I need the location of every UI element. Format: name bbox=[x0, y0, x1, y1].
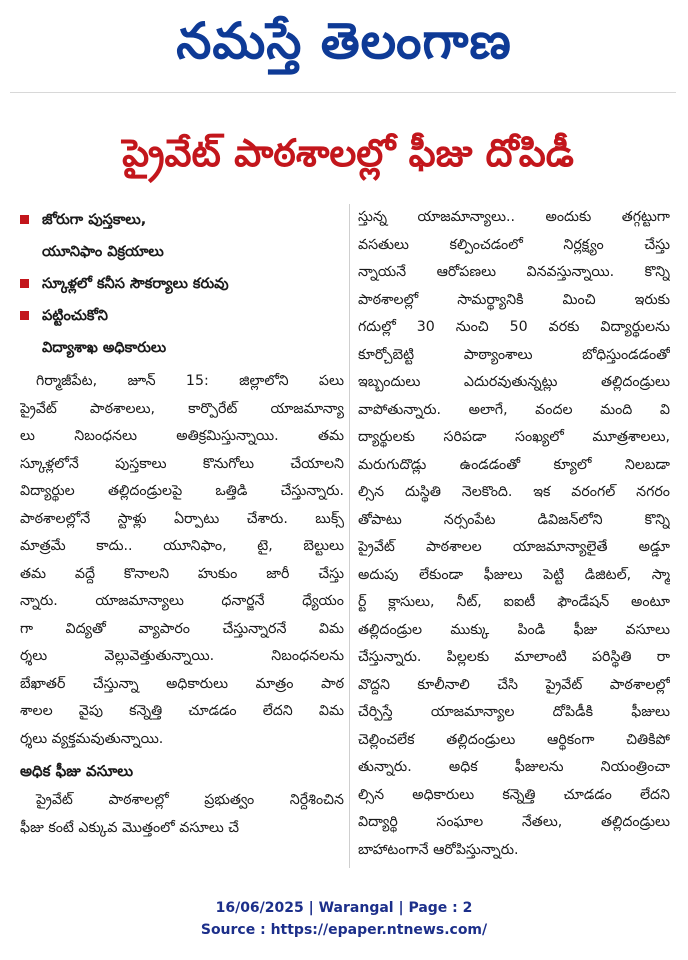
text-line: తున్నారు. అధిక ఫీజులను నియంత్రించా bbox=[358, 759, 670, 775]
highlights-list bbox=[20, 204, 344, 364]
text-line: న్నాయనే ఆరోపణలు వినవస్తున్నాయి. కొన్ని bbox=[358, 264, 670, 280]
text-line: ప్రైవేట్ పాఠశాలల్లో ప్రభుత్వం నిర్దేశించిన bbox=[36, 792, 344, 808]
text-line: చేర్పిస్తే యాజమాన్యాల దోపిడీకి ఫీజులు bbox=[358, 704, 670, 720]
text-line: స్కూళ్లలోనే పుస్తకాలు కొనుగోలు చేయాలని bbox=[20, 455, 344, 472]
text-line: ప్రైవేట్ పాఠశాలలు, కార్పొరేట్ యాజమాన్యా bbox=[20, 400, 344, 417]
highlight-item bbox=[20, 268, 344, 300]
text-line: ర్శలు వ్యక్తమవుతున్నాయి. bbox=[20, 730, 164, 747]
text-line: బేఖాతర్ చేస్తున్నా అధికారులు మాత్రం పాఠ bbox=[20, 675, 344, 692]
text-line: గా విద్యతో వ్యాపారం చేస్తున్నారనే విమ bbox=[20, 620, 344, 637]
footer-source-line: Source : https://epaper.ntnews.com/ bbox=[200, 922, 488, 938]
text-line: ఫీజు కంటే ఎక్కువ మొత్తంలో వసూలు చే bbox=[20, 819, 240, 836]
footer-date-line: 16/06/2025 | Warangal | Page : 2 bbox=[215, 900, 473, 916]
text-line: గదుల్లో 30 నుంచి 50 వరకు విద్యార్థులను bbox=[358, 319, 670, 335]
highlight-item bbox=[20, 204, 344, 268]
text-line: ర్ట్ క్లాసులు, నీట్, ఐఐటీ ఫౌండేషన్ అంటూ bbox=[358, 594, 670, 610]
text-line: బాహాటంగానే ఆరోపిస్తున్నారు. bbox=[358, 841, 519, 858]
text-line: మాత్రమే కాదు.. యూనిఫాం, టై, బెల్టులు bbox=[20, 538, 344, 554]
text-line: విద్యార్థుల తల్లిదండ్రులపై ఒత్తిడి చేస్తున్నారు. bbox=[20, 483, 344, 499]
highlight-item bbox=[20, 300, 344, 364]
text-line: కూర్చోబెట్టి పాఠ్యాంశాలు బోధిస్తుండడంతో bbox=[358, 346, 670, 363]
text-line: స్తున్న యాజమాన్యాలు.. అందుకు తగ్గట్టుగా bbox=[358, 209, 670, 225]
highlight-line: పట్టించుకోని bbox=[42, 308, 108, 324]
text-line: చెల్లించలేక తల్లిదండ్రులు ఆర్థికంగా చితికిపో bbox=[358, 731, 670, 748]
text-line: అదుపు లేకుండా ఫీజులు పెట్టి డిజిటల్, స్మా bbox=[358, 566, 670, 583]
text-line: ర్శలు వెల్లువెత్తుతున్నాయి. నిబంధనలను bbox=[20, 648, 344, 664]
text-line: లు నిబంధనలు అతిక్రమిస్తున్నాయి. తమ bbox=[20, 428, 344, 444]
text-line: తమ వద్దే కొనాలని హుకుం జారీ చేస్తు bbox=[20, 565, 344, 582]
article-subhead: అధిక ఫీజు వసూలు bbox=[20, 762, 134, 780]
text-line: మరుగుదొడ్లు ఉండడంతో క్యూలో నిలబడా bbox=[358, 456, 670, 473]
text-line: తల్లిదండ్రుల ముక్కు పిండి ఫీజు వసూలు bbox=[358, 621, 670, 638]
bullet-square-icon bbox=[20, 215, 29, 224]
text-line: న్నారు. యాజమాన్యాలు ధనార్జనే ధ్యేయం bbox=[20, 593, 344, 609]
text-line: వొద్దని కూలీనాలి చేసి ప్రైవేట్ పాఠశాలల్లో bbox=[358, 676, 670, 693]
article-headline: ప్రైవేట్ పాఠశాలల్లో ఫీజు దోపిడీ bbox=[122, 131, 574, 175]
left-body-text bbox=[20, 368, 344, 753]
text-line: పాఠశాలల్లోనే స్టాళ్లు ఏర్పాటు చేశారు. బుక్స్ bbox=[20, 510, 344, 527]
bullet-square-icon bbox=[20, 279, 29, 288]
text-line: వసతులు కల్పించడంలో నిర్లక్ష్యం చేస్తు bbox=[358, 236, 670, 253]
highlight-line: జోరుగా పుస్తకాలు, bbox=[42, 212, 147, 228]
text-line: ద్యార్థులకు సరిపడా సంఖ్యలో మూత్రశాలలు, bbox=[358, 429, 670, 445]
text-line: ఇబ్బందులు ఎదురవుతున్నట్లు తల్లిదండ్రులు bbox=[358, 374, 670, 390]
text-line: గిర్మాజీపేట, జూన్ 15: జిల్లాలోని పలు bbox=[36, 373, 344, 389]
right-column bbox=[358, 204, 670, 864]
right-body-text bbox=[358, 204, 670, 864]
text-line: ల్సిన దుస్థితి నెలకొంది. ఇక వరంగల్ నగరం bbox=[358, 484, 670, 500]
text-line: పాఠశాలల్లో సామర్థ్యానికి మించి ఇరుకు bbox=[358, 291, 670, 308]
highlight-line: విద్యాశాఖ అధికారులు bbox=[42, 340, 167, 356]
highlight-line: యూనిఫాం విక్రయాలు bbox=[42, 244, 164, 260]
text-line: శాలల వైపు కన్నెత్తి చూడడం లేదని విమ bbox=[20, 703, 344, 719]
text-line: ప్రైవేట్ పాఠశాలల యాజమాన్యాలైతే అడ్డూ bbox=[358, 539, 670, 555]
masthead-logo: నమస్తే తెలంగాణ bbox=[176, 12, 512, 70]
text-line: వాపోతున్నారు. అలాగే, వందల మంది వి bbox=[358, 401, 670, 418]
text-line: తోపాటు నర్సంపేట డివిజన్‌లోని కొన్ని bbox=[358, 511, 670, 528]
left-body-text-2 bbox=[20, 787, 344, 842]
column-divider bbox=[349, 204, 350, 868]
left-column bbox=[20, 204, 344, 842]
text-line: ల్సిన అధికారులు కన్నెత్తి చూడడం లేదని bbox=[358, 786, 670, 803]
highlight-line: స్కూళ్లలో కనీస సౌకర్యాలు కరువు bbox=[42, 276, 229, 292]
text-line: విద్యార్థి సంఘాల నేతలు, తల్లిదండ్రులు bbox=[358, 814, 670, 830]
bullet-square-icon bbox=[20, 311, 29, 320]
text-line: చేస్తున్నారు. పిల్లలకు మాలాంటి పరిస్థితి రా bbox=[358, 649, 670, 665]
